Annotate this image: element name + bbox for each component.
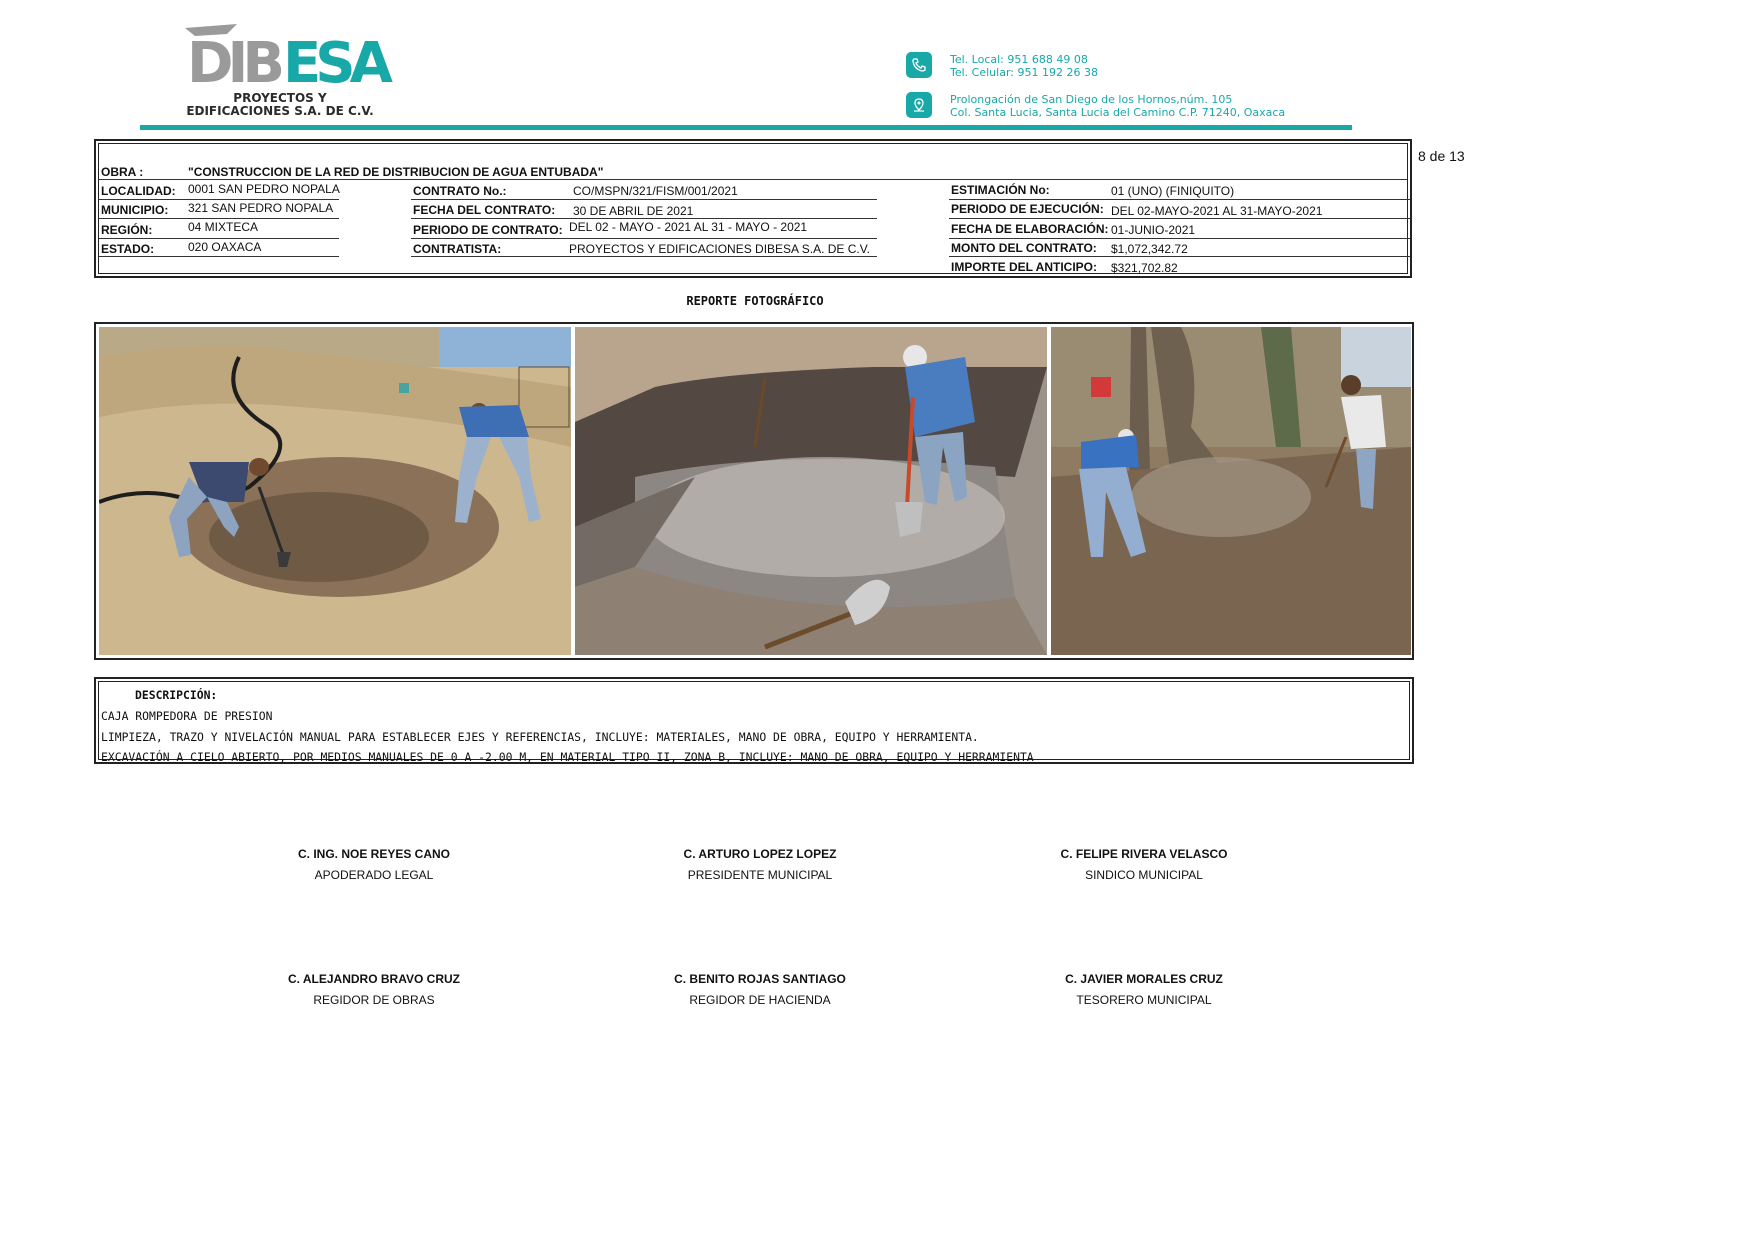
description-label: DESCRIPCIÓN: bbox=[135, 688, 218, 702]
estimacion-value: 01 (UNO) (FINIQUITO) bbox=[1111, 184, 1235, 198]
report-title: REPORTE FOTOGRÁFICO bbox=[686, 294, 824, 308]
photo-3 bbox=[1051, 327, 1411, 655]
company-name-line2: EDIFICACIONES S.A. DE C.V. bbox=[186, 104, 374, 118]
description-line-1: CAJA ROMPEDORA DE PRESION bbox=[101, 709, 273, 723]
signature-role-3: SINDICO MUNICIPAL bbox=[1085, 868, 1203, 882]
location-icon bbox=[906, 92, 932, 118]
dibesa-logo-icon bbox=[175, 20, 395, 92]
contratista-label: CONTRATISTA: bbox=[413, 242, 502, 256]
periodo-ejecucion-label: PERIODO DE EJECUCIÓN: bbox=[951, 202, 1104, 216]
page-indicator: 8 de 13 bbox=[1418, 148, 1465, 164]
region-value: 04 MIXTECA bbox=[188, 220, 259, 234]
monto-label: MONTO DEL CONTRATO: bbox=[951, 241, 1097, 255]
periodo-contrato-label: PERIODO DE CONTRATO: bbox=[413, 223, 563, 237]
signature-name-5: C. BENITO ROJAS SANTIAGO bbox=[674, 972, 846, 986]
signature-name-4: C. ALEJANDRO BRAVO CRUZ bbox=[287, 972, 460, 986]
svg-text:ESA: ESA bbox=[283, 31, 387, 92]
signature-role-5: REGIDOR DE HACIENDA bbox=[689, 993, 831, 1007]
header-divider bbox=[140, 125, 1352, 130]
company-name-line1: PROYECTOS Y bbox=[233, 91, 327, 105]
description-box bbox=[94, 677, 1414, 764]
fecha-contrato-value: 30 DE ABRIL DE 2021 bbox=[573, 204, 694, 218]
signature-name-1: C. ING. NOE REYES CANO bbox=[297, 847, 451, 861]
svg-text:DIB: DIB bbox=[187, 31, 280, 92]
obra-label: OBRA : bbox=[101, 165, 144, 179]
photo-strip bbox=[94, 322, 1414, 660]
periodo-contrato-value: DEL 02 - MAYO - 2021 AL 31 - MAYO - 2021 bbox=[569, 220, 808, 234]
photo-2 bbox=[575, 327, 1047, 655]
photo-1 bbox=[99, 327, 571, 655]
signature-name-3: C. FELIPE RIVERA VELASCO bbox=[1060, 847, 1228, 861]
signature-role-1: APODERADO LEGAL bbox=[314, 868, 434, 882]
municipio-label: MUNICIPIO: bbox=[101, 203, 169, 217]
description-line-3: EXCAVACIÓN A CIELO ABIERTO, POR MEDIOS MANUALES DE 0 A -2.00 M, EN MATERIAL TIPO II, ZONA B, INCLUYE: MANO DE OBRA, EQUIPO Y HERRAMIENTA bbox=[101, 750, 1034, 764]
fecha-elaboracion-value: 01-JUNIO-2021 bbox=[1111, 223, 1196, 237]
anticipo-label: IMPORTE DEL ANTICIPO: bbox=[951, 260, 1098, 274]
fecha-elaboracion-label: FECHA DE ELABORACIÓN: bbox=[951, 222, 1109, 236]
phone-icon bbox=[906, 52, 932, 78]
obra-value: "CONSTRUCCION DE LA RED DE DISTRIBUCION DE AGUA ENTUBADA" bbox=[188, 165, 604, 179]
signature-role-4: REGIDOR DE OBRAS bbox=[313, 993, 435, 1007]
anticipo-value: $321,702.82 bbox=[1111, 261, 1178, 275]
municipio-value: 321 SAN PEDRO NOPALA bbox=[188, 201, 334, 215]
signature-role-6: TESORERO MUNICIPAL bbox=[1076, 993, 1212, 1007]
project-info-box bbox=[94, 139, 1412, 278]
monto-value: $1,072,342.72 bbox=[1111, 242, 1188, 256]
region-label: REGIÓN: bbox=[101, 223, 153, 237]
signature-name-2: C. ARTURO LOPEZ LOPEZ bbox=[683, 847, 837, 861]
estado-label: ESTADO: bbox=[101, 242, 155, 256]
contrato-label: CONTRATO No.: bbox=[413, 184, 507, 198]
contratista-value: PROYECTOS Y EDIFICACIONES DIBESA S.A. DE C.V. bbox=[569, 242, 870, 256]
signature-name-6: C. JAVIER MORALES CRUZ bbox=[1065, 972, 1223, 986]
estimacion-label: ESTIMACIÓN No: bbox=[951, 183, 1050, 197]
description-line-2: LIMPIEZA, TRAZO Y NIVELACIÓN MANUAL PARA ESTABLECER EJES Y REFERENCIAS, INCLUYE: MATERIALES, MANO DE OBRA, EQUIPO Y HERRAMIENTA. bbox=[101, 730, 979, 744]
estado-value: 020 OAXACA bbox=[188, 240, 262, 254]
signature-role-2: PRESIDENTE MUNICIPAL bbox=[687, 868, 833, 882]
address-line2: Col. Santa Lucia, Santa Lucia del Camino C.P. 71240, Oaxaca bbox=[950, 106, 1286, 119]
localidad-label: LOCALIDAD: bbox=[101, 184, 176, 198]
address-line1: Prolongación de San Diego de los Hornos,núm. 105 bbox=[950, 93, 1233, 106]
company-logo bbox=[175, 20, 405, 120]
periodo-ejecucion-value: DEL 02-MAYO-2021 AL 31-MAYO-2021 bbox=[1111, 204, 1323, 218]
localidad-value: 0001 SAN PEDRO NOPALA bbox=[188, 182, 340, 196]
phone-local: Tel. Local: 951 688 49 08 bbox=[950, 53, 1088, 66]
contrato-value: CO/MSPN/321/FISM/001/2021 bbox=[573, 184, 738, 198]
fecha-contrato-label: FECHA DEL CONTRATO: bbox=[413, 203, 556, 217]
phone-cell: Tel. Celular: 951 192 26 38 bbox=[950, 66, 1098, 79]
